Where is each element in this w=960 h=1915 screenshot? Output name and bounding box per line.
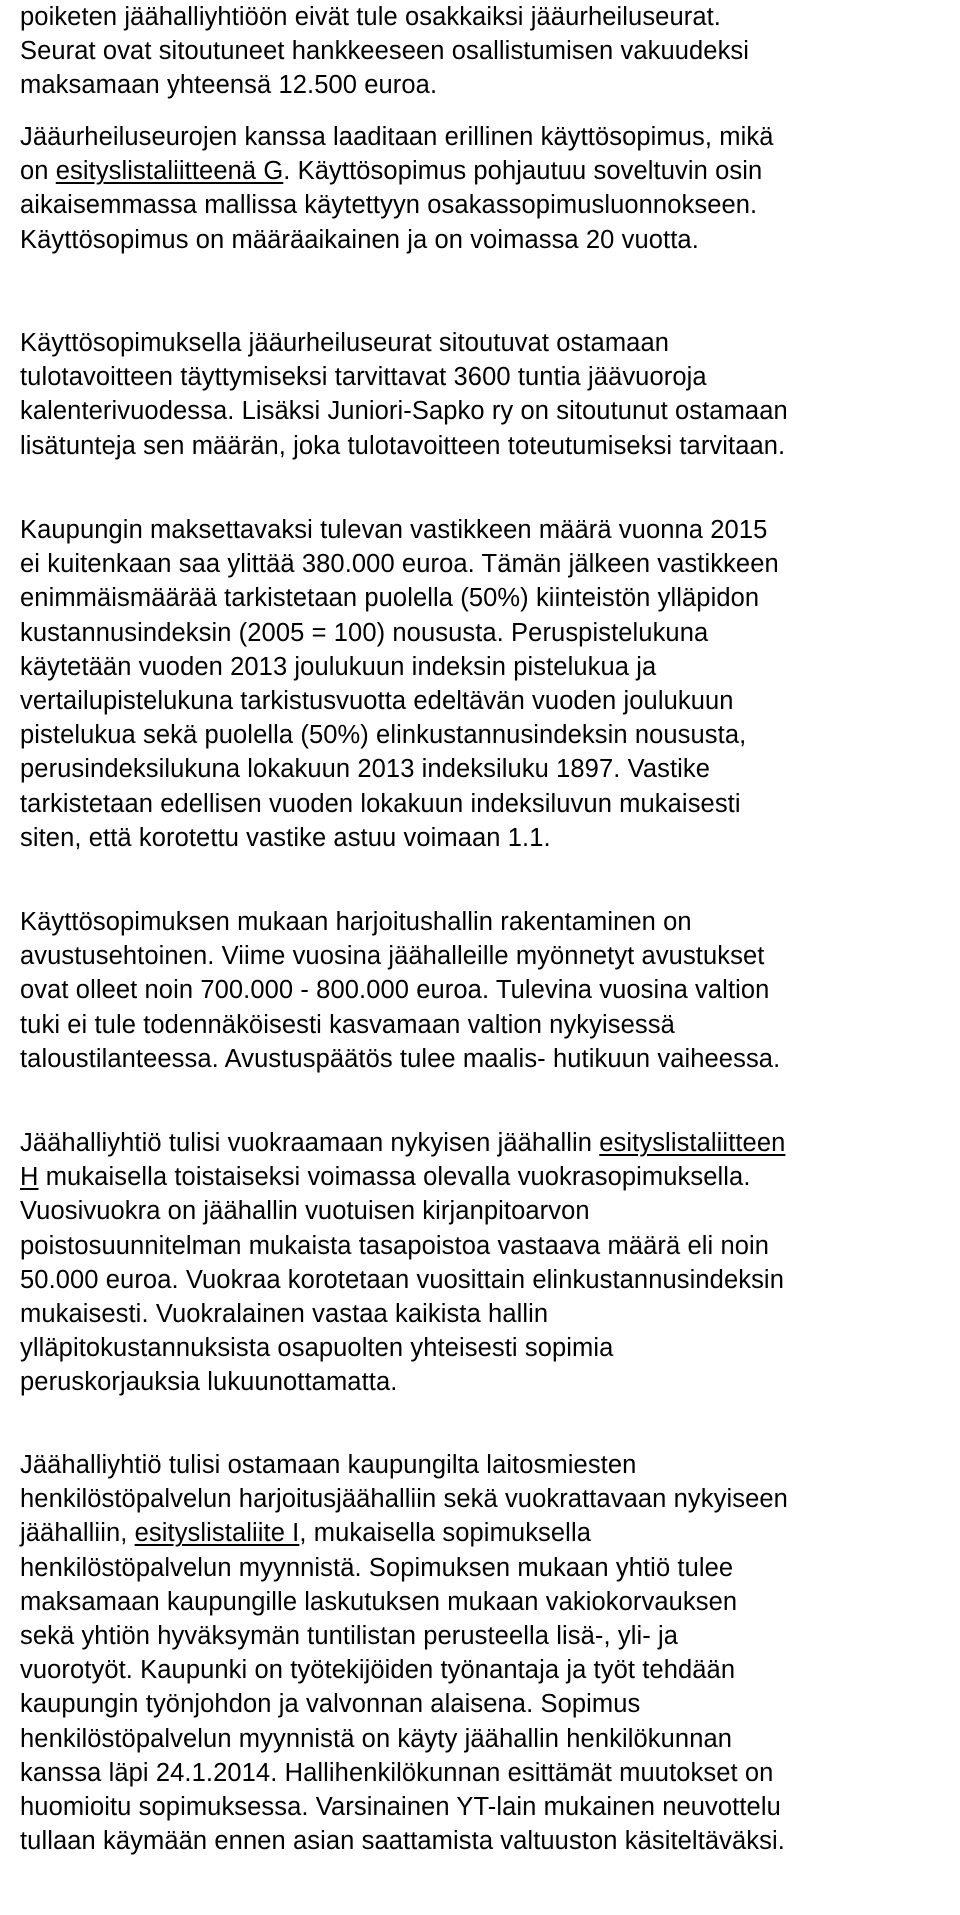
text-line: lisätunteja sen määrän, joka tulotavoitteen toteutumiseksi tarvitaan. <box>20 431 786 460</box>
text-line: Vuosivuokra on jäähallin vuotuisen kirjanpitoarvon <box>20 1197 590 1226</box>
text-line: ovat olleet noin 700.000 - 800.000 euroa. Tulevina vuosina valtion <box>20 976 770 1005</box>
text-line: ei kuitenkaan saa ylittää 380.000 euroa. Tämän jälkeen vastikkeen <box>20 550 779 579</box>
text-segment: mukaisella toistaiseksi voimassa olevalla vuokrasopimuksella. <box>38 1163 751 1192</box>
paragraph-kayttosopimus <box>20 120 960 257</box>
text-line: Jäähalliyhtiö tulisi ostamaan kaupungilta laitosmiesten <box>20 1451 637 1479</box>
text-line: poiketen jäähalliyhtiöön eivät tule osakkaiksi jääurheiluseurat. <box>20 3 721 31</box>
text-line <box>20 1160 960 1194</box>
text-line: pistelukua sekä puolella (50%) elinkustannusindeksin noususta, <box>20 721 747 750</box>
text-segment: . Käyttösopimus pohjautuu soveltuvin osin <box>283 157 763 186</box>
text-line: ylläpitokustannuksista osapuolten yhteisesti sopimia <box>20 1334 614 1363</box>
paragraph-seurat <box>20 0 960 103</box>
text-line: avustusehtoinen. Viime vuosina jäähalleille myönnetyt avustukset <box>20 942 765 971</box>
text-line: peruskorjauksia lukuunottamatta. <box>20 1368 398 1397</box>
text-segment: on <box>20 157 56 186</box>
text-line: maksamaan kaupungille laskutuksen mukaan vakiokorvauksen <box>20 1587 738 1616</box>
text-line: Seurat ovat sitoutuneet hankkeeseen osallistumisen vakuudeksi <box>20 37 750 66</box>
text-line: kustannusindeksin (2005 = 100) noususta. Peruspistelukuna <box>20 618 709 647</box>
link-esityslistaliite-g[interactable]: esityslistaliitteenä G <box>55 157 284 186</box>
text-line: 50.000 euroa. Vuokraa korotetaan vuosittain elinkustannusindeksin <box>20 1265 784 1294</box>
text-line <box>20 1126 960 1160</box>
text-line: Jääurheiluseurojen kanssa laaditaan erillinen käyttösopimus, mikä <box>20 123 774 151</box>
link-esityslistaliite-h[interactable]: esityslistaliitteen <box>599 1129 786 1157</box>
paragraph-vuokrasopimus <box>20 1126 960 1400</box>
text-line: tulotavoitteen täyttymiseksi tarvittavat 3600 tuntia jäävuoroja <box>20 363 707 392</box>
text-line: vuorotyöt. Kaupunki on työtekijöiden työnantaja ja työt tehdään <box>20 1656 736 1685</box>
link-esityslistaliite-h-letter[interactable]: H <box>20 1163 39 1192</box>
text-line: sekä yhtiön hyväksymän tuntilistan perusteella lisä-, yli- ja <box>20 1621 679 1650</box>
text-line: enimmäismäärää tarkistetaan puolella (50%) kiinteistön ylläpidon <box>20 584 760 613</box>
text-line: Käyttösopimus on määräaikainen ja on voimassa 20 vuotta. <box>20 225 699 254</box>
text-line: tullaan käymään ennen asian saattamista valtuuston käsiteltäväksi. <box>20 1827 785 1856</box>
text-line: poistosuunnitelman mukaista tasapoistoa vastaava määrä eli noin <box>20 1231 770 1260</box>
text-line: henkilöstöpalvelun harjoitusjäähalliin sekä vuokrattavaan nykyiseen <box>20 1485 788 1514</box>
text-segment: jäähalliin, <box>20 1519 135 1548</box>
text-segment: , mukaisella sopimuksella <box>299 1519 591 1548</box>
text-line: aikaisemmassa mallissa käytettyyn osakassopimusluonnokseen. <box>20 191 758 220</box>
text-line: siten, että korotettu vastike astuu voimaan 1.1. <box>20 823 551 852</box>
text-line: tarkistetaan edellisen vuoden lokakuun indeksiluvun mukaisesti <box>20 789 741 818</box>
text-line: Käyttösopimuksen mukaan harjoitushallin rakentaminen on <box>20 908 692 936</box>
paragraph-vastike <box>20 513 960 855</box>
text-line <box>20 1516 960 1550</box>
paragraph-henkilostopalvelu <box>20 1448 960 1858</box>
link-esityslistaliite-i[interactable]: esityslistaliite I <box>134 1519 300 1548</box>
paragraph-jaavuorot <box>20 326 960 463</box>
text-line: Kaupungin maksettavaksi tulevan vastikkeen määrä vuonna 2015 <box>20 516 768 544</box>
text-line: huomioitu sopimuksessa. Varsinainen YT-lain mukainen neuvottelu <box>20 1792 781 1821</box>
text-line: maksamaan yhteensä 12.500 euroa. <box>20 71 438 100</box>
paragraph-avustus <box>20 905 960 1076</box>
text-line: vertailupistelukuna tarkistusvuotta edeltävän vuoden joulukuun <box>20 686 734 715</box>
text-line: Käyttösopimuksella jääurheiluseurat sitoutuvat ostamaan <box>20 329 670 357</box>
text-line: henkilöstöpalvelun myynnistä. Sopimuksen mukaan yhtiö tulee <box>20 1553 734 1582</box>
text-line: kanssa läpi 24.1.2014. Hallihenkilökunnan esittämät muutokset on <box>20 1758 774 1787</box>
text-line: kaupungin työnjohdon ja valvonnan alaisena. Sopimus <box>20 1690 641 1719</box>
text-line: käytetään vuoden 2013 joulukuun indeksin pistelukua ja <box>20 652 657 681</box>
text-line <box>20 154 960 188</box>
text-line: tuki ei tule todennäköisesti kasvamaan valtion nykyisessä <box>20 1010 675 1039</box>
text-line: perusindeksilukuna lokakuun 2013 indeksiluku 1897. Vastike <box>20 755 711 784</box>
text-line: taloustilanteessa. Avustuspäätös tulee maalis- hutikuun vaiheessa. <box>20 1044 781 1073</box>
text-line: mukaisesti. Vuokralainen vastaa kaikista hallin <box>20 1299 549 1328</box>
text-line: henkilöstöpalvelun myynnistä on käyty jäähallin henkilökunnan <box>20 1724 733 1753</box>
text-line: kalenterivuodessa. Lisäksi Juniori-Sapko ry on sitoutunut ostamaan <box>20 397 788 426</box>
text-segment: Jäähalliyhtiö tulisi vuokraamaan nykyisen jäähallin <box>20 1129 600 1157</box>
